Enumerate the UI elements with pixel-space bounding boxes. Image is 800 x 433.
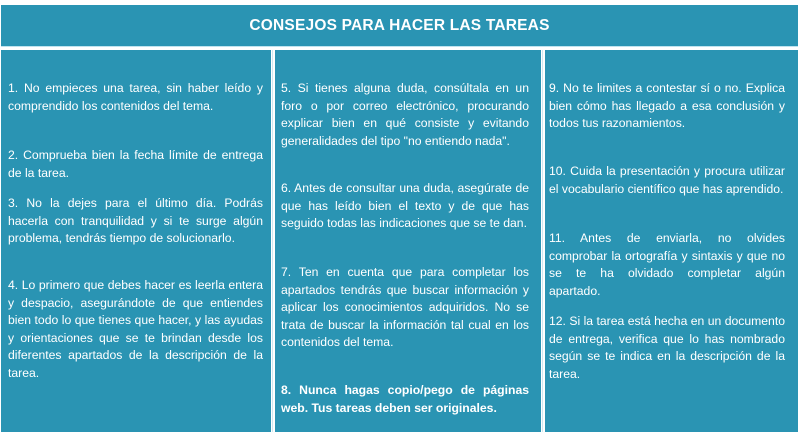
tip-8: 8. Nunca hagas copio/pego de páginas web. Tus tareas deben ser originales.	[281, 383, 529, 415]
tip-10: 10. Cuida la presentación y procura utilizar el vocabulario científico que has aprendido.	[549, 164, 785, 196]
tips-columns	[1, 50, 798, 432]
tip-4: 4. Lo primero que debes hacer es leerla entera y despacio, asegurándote de que entiendes bien todo lo que tienes que hacer, y las ayudas y orientaciones que se te brindan desde los diferentes apartados de la descripción de la tarea.	[8, 278, 263, 380]
tip-6: 6. Antes de consultar una duda, asegúrate de que has leído bien el texto y de que has seguido todas las indicaciones que se te dan.	[281, 181, 529, 231]
tip-11: 11. Antes de enviarla, no olvides comprobar la ortografía y sintaxis y que no se te ha olvidado completar algún apartado.	[549, 231, 785, 298]
tip-9: 9. No te limites a contestar sí o no. Explica bien cómo has llegado a esa conclusión y todos tus razonamientos.	[549, 81, 785, 131]
tip-7: 7. Ten en cuenta que para completar los apartados tendrás que buscar información y aplicar los conocimientos adquiridos. No se trata de buscar la información tal cual en los contenidos del tema.	[281, 265, 529, 350]
column-divider-line	[542, 50, 543, 432]
tip-5: 5. Si tienes alguna duda, consúltala en un foro o por correo electrónico, procurando explicar bien en qué consiste y evitando generalidades del tipo "no entiendo nada".	[281, 81, 529, 148]
tip-1: 1. No empieces una tarea, sin haber leído y comprendido los contenidos del tema.	[8, 81, 263, 113]
tip-12: 12. Si la tarea está hecha en un documento de entrega, verifica que lo has nombrado según se te indica en la descripción de la tarea.	[549, 314, 785, 381]
page-title: CONSEJOS PARA HACER LAS TAREAS	[249, 16, 550, 34]
tip-3: 3. No la dejes para el último día. Podrás hacerla con tranquilidad y si te surge algún problema, tendrás tiempo de solucionarlo.	[8, 196, 263, 246]
column-divider-line	[272, 50, 273, 432]
tip-2: 2. Comprueba bien la fecha límite de entrega de la tarea.	[8, 148, 263, 180]
title-bar	[1, 5, 798, 46]
title-divider	[1, 46, 798, 47]
